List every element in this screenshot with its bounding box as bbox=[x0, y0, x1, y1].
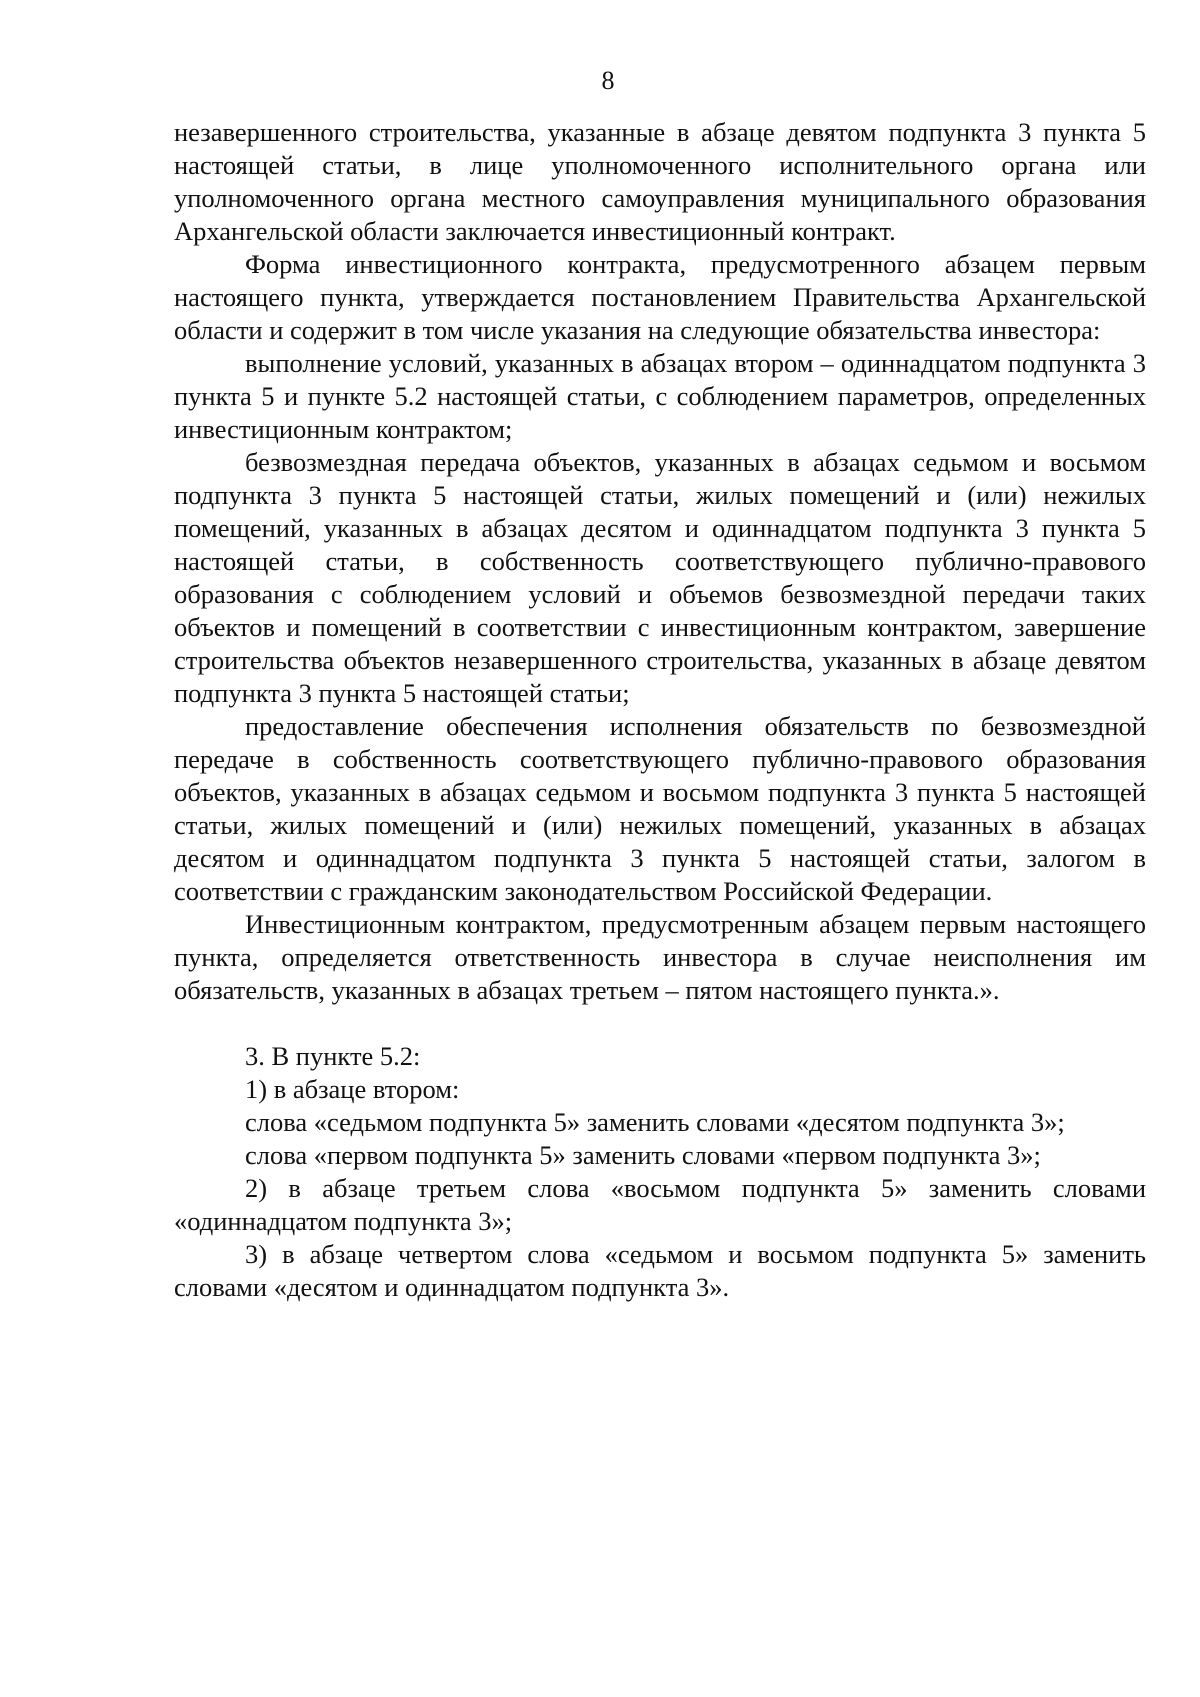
paragraph-replace-1: слова «седьмом подпункта 5» заменить словами «десятом подпункта 3»; bbox=[245, 1107, 1065, 1137]
paragraph-investor-liability: Инвестиционным контрактом, предусмотренным абзацем первым настоящего пункта, определяется ответственность инвестора в случае неисполнения им обязательств, указанных в абзацах третьем – пятом настоящего пункта.». bbox=[174, 909, 1146, 1005]
paragraph-replace-2: слова «первом подпункта 5» заменить словами «первом подпункта 3»; bbox=[245, 1140, 1041, 1170]
paragraph-obligation-conditions: выполнение условий, указанных в абзацах втором – одиннадцатом подпункта 3 пункта 5 и пункте 5.2 настоящей статьи, с соблюдением параметров, определенных инвестиционным контрактом; bbox=[174, 348, 1146, 444]
document-body bbox=[174, 116, 1146, 1304]
paragraph-obligation-transfer: безвозмездная передача объектов, указанных в абзацах седьмом и восьмом подпункта 3 пункта 5 настоящей статьи, жилых помещений и (или) нежилых помещений, указанных в абзацах десятом и одиннадцатом подпункта 3 пункта 5 настоящей статьи, в собственность соответствующего публично-правового образования с соблюдением условий и объемов безвозмездной передачи таких объектов и помещений в соответствии с инвестиционным контрактом, завершение строительства объектов незавершенного строительства, указанных в абзаце девятом подпункта 3 пункта 5 настоящей статьи; bbox=[174, 447, 1146, 708]
paragraph-contract-form: Форма инвестиционного контракта, предусмотренного абзацем первым настоящего пункта, утверждается постановлением Правительства Архангельской области и содержит в том числе указания на следующие обязательства инвестора: bbox=[174, 249, 1146, 345]
paragraph-item-1: 1) в абзаце втором: bbox=[245, 1074, 460, 1104]
paragraph-item-2: 2) в абзаце третьем слова «восьмом подпункта 5» заменить словами «одиннадцатом подпункта 3»; bbox=[174, 1173, 1146, 1236]
paragraph-obligation-security: предоставление обеспечения исполнения обязательств по безвозмездной передаче в собственность соответствующего публично-правового образования объектов, указанных в абзацах седьмом и восьмом подпункта 3 пункта 5 настоящей статьи, жилых помещений и (или) нежилых помещений, указанных в абзацах десятом и одиннадцатом подпункта 3 пункта 5 настоящей статьи, залогом в соответствии с гражданским законодательством Российской Федерации. bbox=[174, 711, 1146, 906]
paragraph-continuation: незавершенного строительства, указанные в абзаце девятом подпункта 3 пункта 5 настоящей статьи, в лице уполномоченного исполнительного органа или уполномоченного органа местного самоуправления муниципального образования Архангельской области заключается инвестиционный контракт. bbox=[174, 117, 1146, 246]
page-number: 8 bbox=[601, 66, 615, 95]
paragraph-item-3: 3) в абзаце четвертом слова «седьмом и восьмом подпункта 5» заменить словами «десятом и одиннадцатом подпункта 3». bbox=[174, 1239, 1146, 1302]
paragraph-section-heading: 3. В пункте 5.2: bbox=[245, 1041, 421, 1071]
